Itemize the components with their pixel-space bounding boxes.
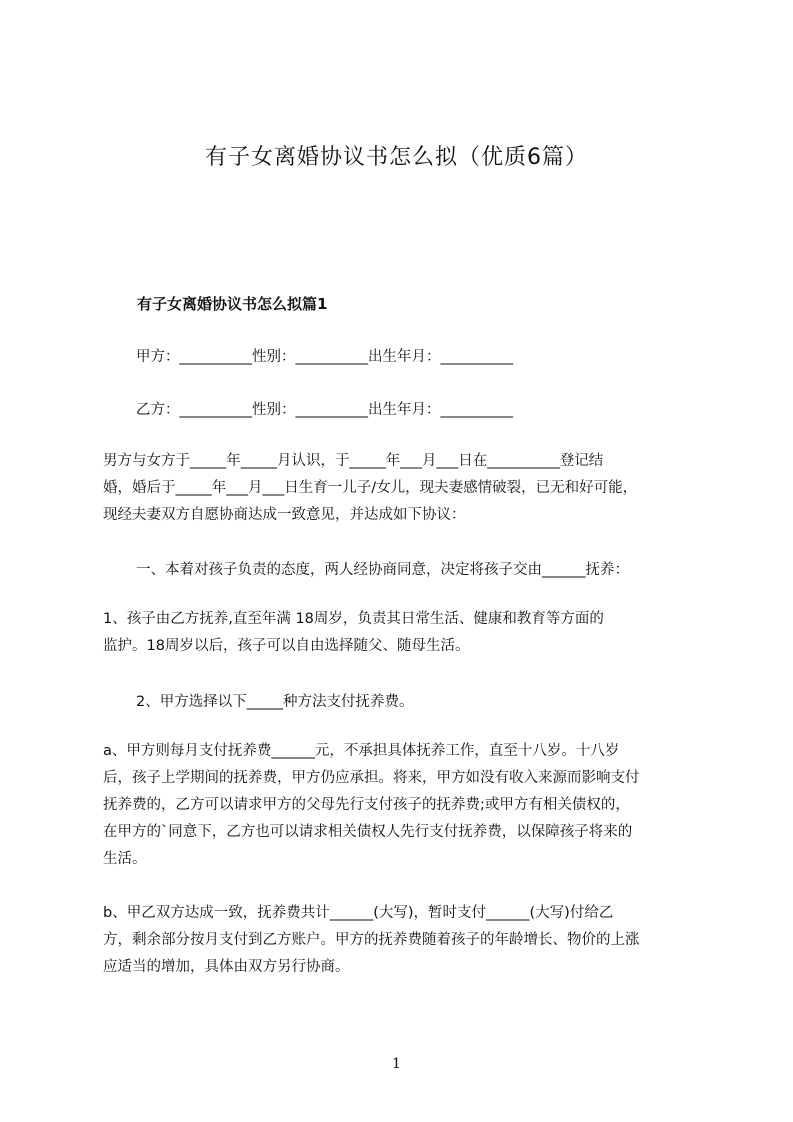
page-number: 1 [392,1056,401,1072]
item-b-line: b、甲乙双方达成一致，抚养费共计______(大写)，暂时支付______(大写)付给乙 [103,905,614,921]
intro-line: 婚，婚后于_____年___月___日生育一儿子/女儿，现夫妻感情破裂，已无和好可能， [103,480,638,496]
item-a-line: 在甲方的`同意下，乙方也可以请求相关债权人先行支付抚养费，以保障孩子将来的 [103,824,633,840]
party-a-line: 甲方：__________性别：__________出生年月：__________ [136,349,513,365]
intro-line: 男方与女方于_____年_____月认识，于_____年___月___日在__________登记结 [103,453,604,469]
item-a-line: a、甲方则每月支付抚养费______元，不承担具体抚养工作，直至十八岁。十八岁 [103,743,620,759]
intro-paragraph [103,448,703,529]
item-a-line: 生活。 [103,851,147,867]
party-b-line: 乙方：__________性别：__________出生年月：__________ [136,402,513,418]
clause-1: 一、本着对孩子负责的态度，两人经协商同意，决定将孩子交由______抚养： [136,562,629,578]
item-1-paragraph [103,606,703,660]
item-a-paragraph [103,738,703,873]
item-1-line: 监护。18周岁以后，孩子可以自由选择随父、随母生活。 [103,638,470,654]
item-b-line: 应适当的增加，具体由双方另行协商。 [103,959,350,975]
item-1-line: 1、孩子由乙方抚养,直至年满 18周岁，负责其日常生活、健康和教育等方面的 [103,611,604,627]
item-2: 2、甲方选择以下_____种方法支付抚养费。 [136,694,414,710]
document-title: 有子女离婚协议书怎么拟（优质6篇） [205,145,588,170]
item-a-line: 抚养费的，乙方可以请求甲方的父母先行支付孩子的抚养费;或甲方有相关债权的， [103,797,630,813]
item-b-paragraph [103,900,703,981]
item-b-line: 方，剩余部分按月支付到乙方账户。甲方的抚养费随着孩子的年龄增长、物价的上涨 [103,932,640,948]
section-title: 有子女离婚协议书怎么拟篇1 [137,295,328,313]
intro-line: 现经夫妻双方自愿协商达成一致意见，并达成如下协议： [103,507,466,523]
item-a-line: 后，孩子上学期间的抚养费，甲方仍应承担。将来，甲方如没有收入来源而影响支付 [103,770,640,786]
